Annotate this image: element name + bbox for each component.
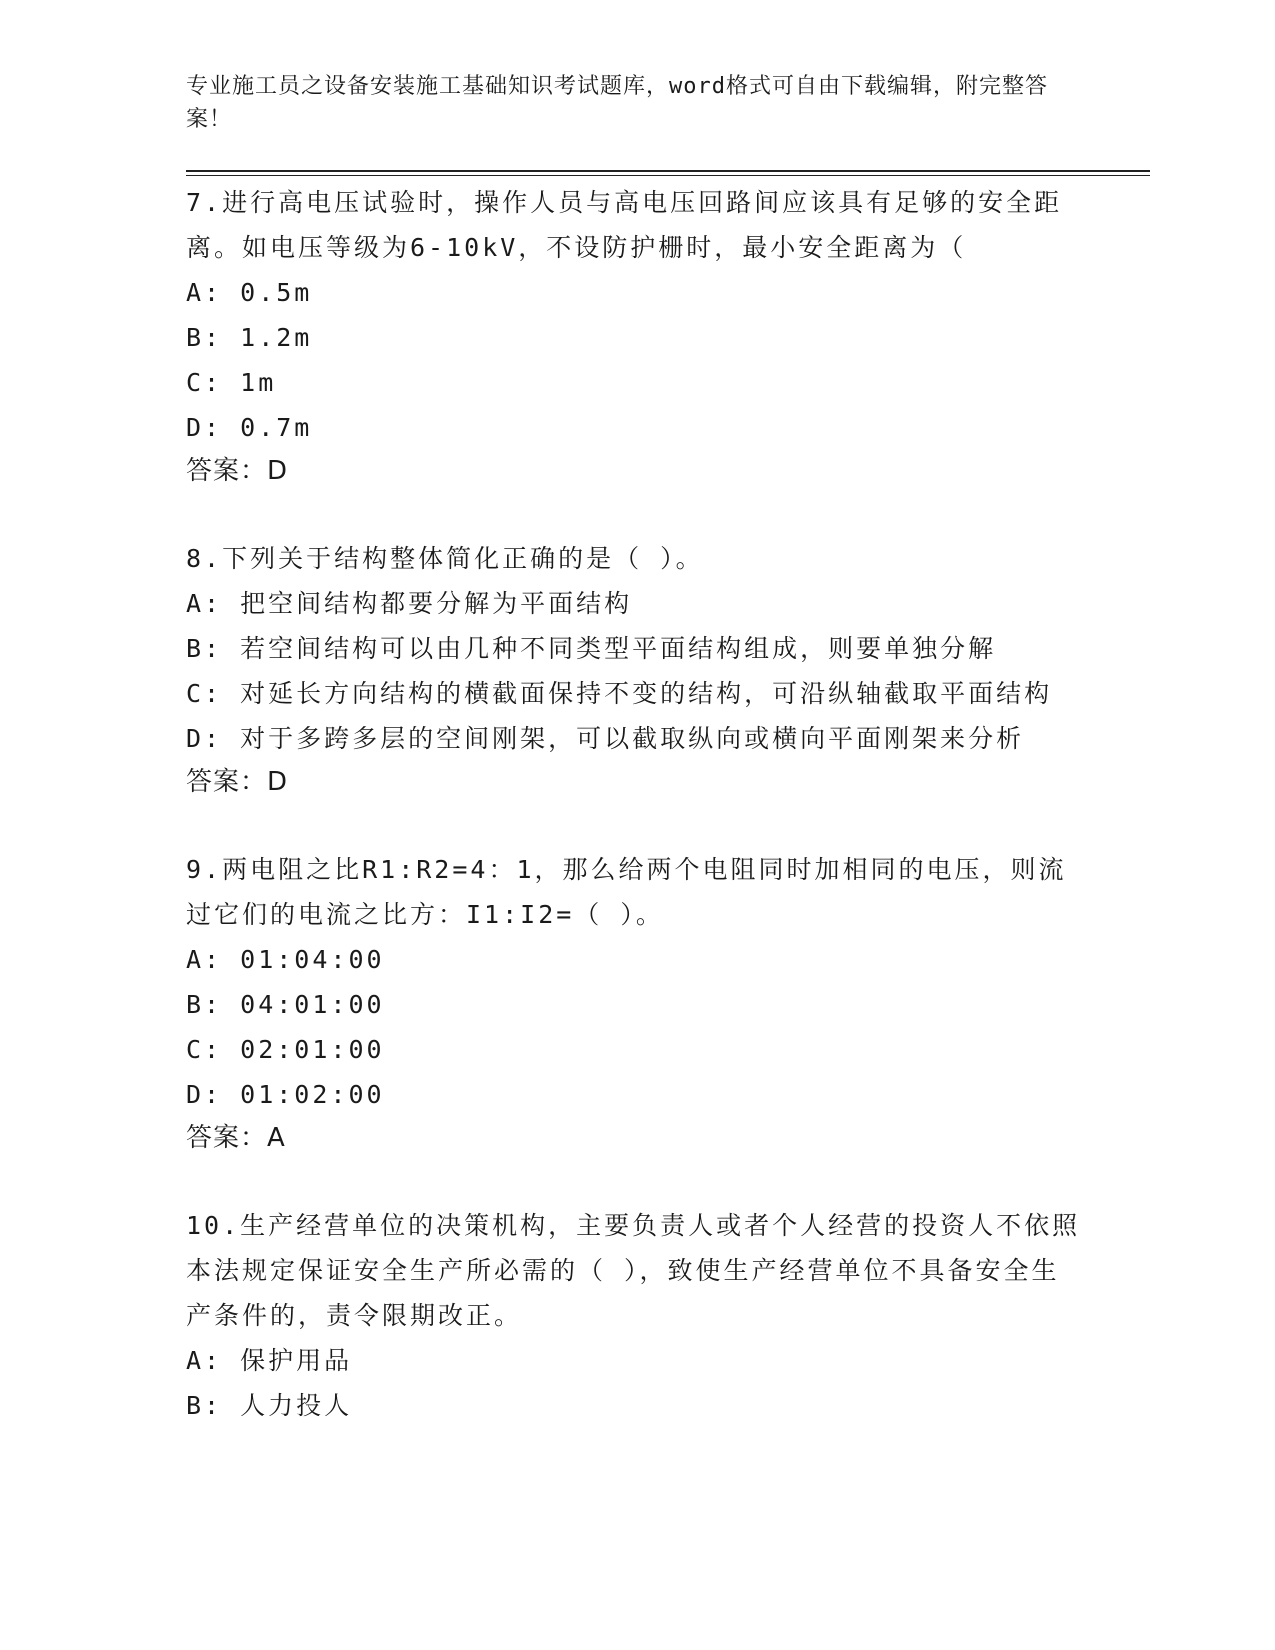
option-b: B: 04:01:00 (186, 990, 385, 1019)
document-page (186, 70, 1146, 1428)
option-a: A: 保护用品 (186, 1346, 353, 1375)
option-c: C: 02:01:00 (186, 1035, 385, 1064)
option-d: D: 0.7m (186, 413, 313, 442)
question-text: 8.下列关于结构整体简化正确的是（ ）。 (186, 544, 704, 573)
option-b: B: 人力投人 (186, 1391, 353, 1420)
option-d: D: 01:02:00 (186, 1080, 385, 1109)
option-b: B: 1.2m (186, 323, 313, 352)
question-8 (186, 536, 1146, 803)
option-a: A: 把空间结构都要分解为平面结构 (186, 589, 633, 618)
question-9 (186, 847, 1146, 1159)
question-text: 10.生产经营单位的决策机构，主要负责人或者个人经营的投资人不依照本法规定保证安全生产所必需的（ ），致使生产经营单位不具备安全生产条件的，责令限期改正。 (186, 1211, 1081, 1330)
option-a: A: 01:04:00 (186, 945, 385, 974)
answer: 答案：D (186, 767, 289, 797)
option-c: C: 1m (186, 368, 277, 397)
answer: 答案：D (186, 456, 289, 486)
option-c: C: 对延长方向结构的横截面保持不变的结构，可沿纵轴截取平面结构 (186, 679, 1053, 708)
question-text: 7.进行高电压试验时，操作人员与高电压回路间应该具有足够的安全距离。如电压等级为6-10kV，不设防护栅时，最小安全距离为（ (186, 188, 1063, 262)
question-7 (186, 180, 1146, 492)
option-a: A: 0.5m (186, 278, 313, 307)
answer: 答案：A (186, 1123, 286, 1153)
option-b: B: 若空间结构可以由几种不同类型平面结构组成，则要单独分解 (186, 634, 997, 663)
question-10 (186, 1203, 1146, 1428)
option-d: D: 对于多跨多层的空间刚架，可以截取纵向或横向平面刚架来分析 (186, 724, 1025, 753)
question-text: 9.两电阻之比R1:R2=4：1，那么给两个电阻同时加相同的电压，则流过它们的电流之比方：I1:I2=（ ）。 (186, 855, 1067, 929)
document-header: 专业施工员之设备安装施工基础知识考试题库，word格式可自由下载编辑，附完整答案！ (186, 74, 1048, 132)
header-divider (186, 170, 1150, 176)
